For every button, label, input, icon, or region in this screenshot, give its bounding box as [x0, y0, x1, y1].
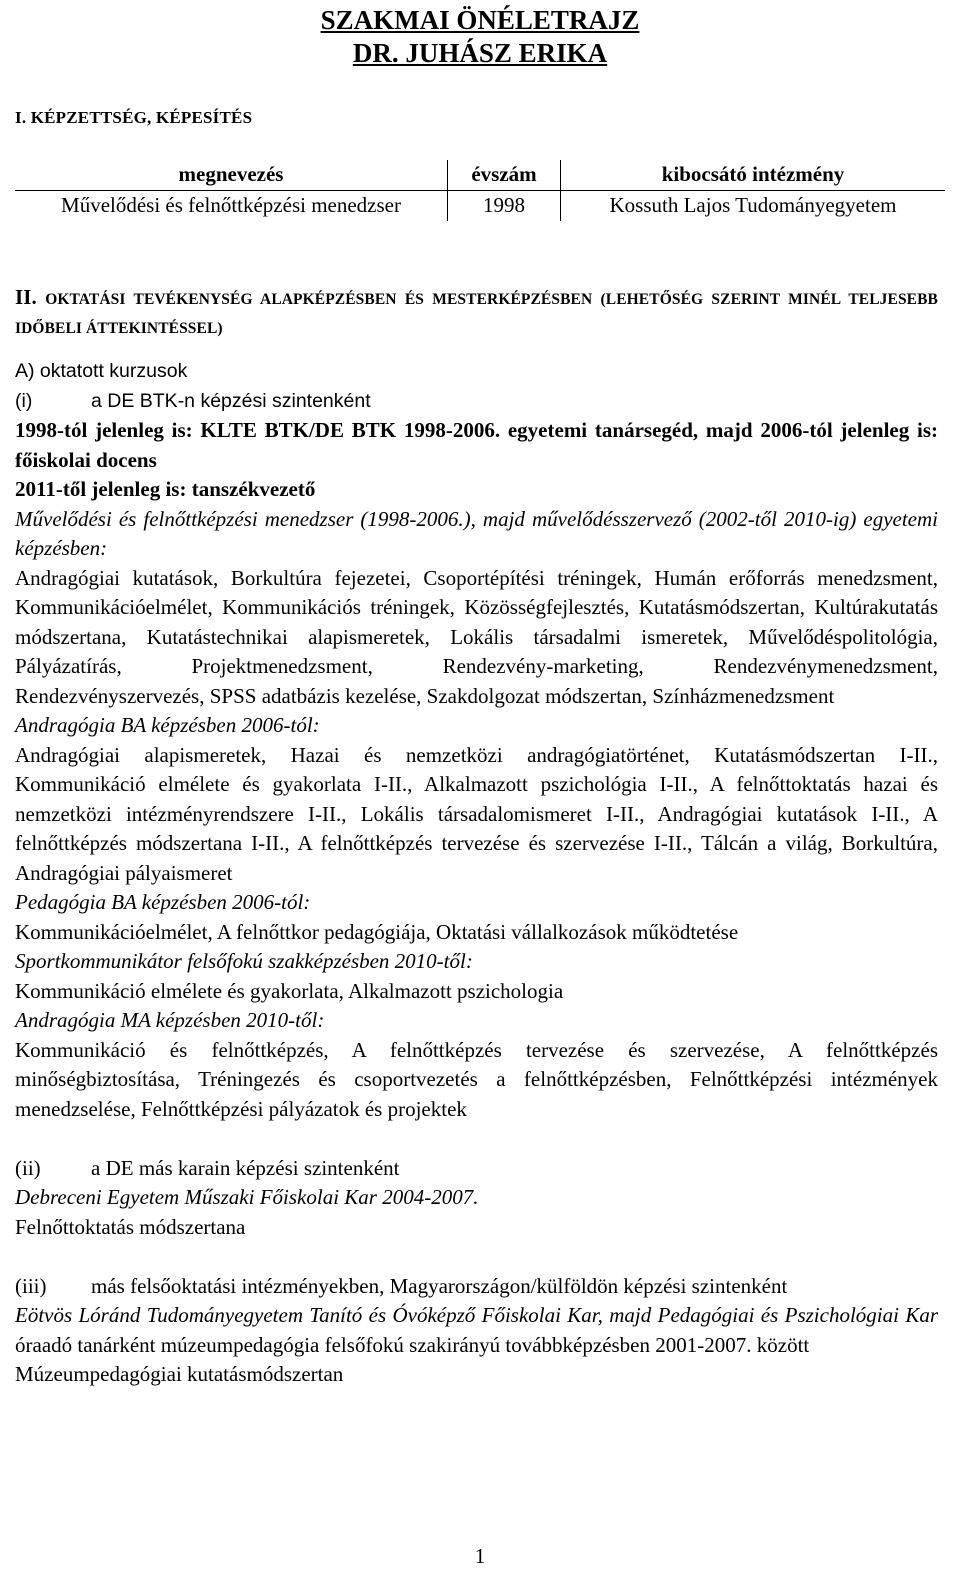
subsection-ii-institution: Debreceni Egyetem Műszaki Főiskolai Kar 2004-2007. [15, 1185, 479, 1209]
section-2 [15, 283, 938, 1390]
subsection-iii-text: más felsőoktatási intézményekben, Magyarországon/külföldön képzési szintenként [91, 1273, 788, 1298]
subsection-iii-institution-detail: óraadó tanárként múzeumpedagógia felsőfokú szakirányú továbbképzésben 2001-2007. között [15, 1332, 810, 1357]
subsection-a-heading: A) oktatott kurzusok [15, 360, 188, 382]
table-row [15, 191, 945, 222]
position-1998: 1998-tól jelenleg is: KLTE BTK/DE BTK 1998-2006. egyetemi tanársegéd, majd 2006-tól jelenleg is: főiskolai docens [15, 418, 938, 472]
subsection-iii-course: Múzeumpedagógiai kutatásmódszertan [15, 1362, 344, 1386]
subsection-iii-institution [15, 1301, 938, 1360]
program-2-courses: Andragógiai alapismeretek, Hazai és nemzetközi andragógiatörténet, Kutatásmódszertan I-II., Kommunikáció elmélete és gyakorlata I-II., Alkalmazott pszichológia I-II., A felnőttoktatás hazai és nemzetközi intézményrendszere I-II., Lokális társadalomismeret I-II., Andragógiai kutatások I-II., A felnőttképzés módszertana I-II., A felnőttképzés tervezése és szervezése I-II., Tálcán a világ, Borkultúra, Andragógiai pályaismeret [15, 742, 938, 885]
program-4-heading: Sportkommunikátor felsőfokú szakképzésben 2010-től: [15, 949, 473, 973]
program-1-courses: Andragógiai kutatások, Borkultúra fejezetei, Csoportépítési tréningek, Humán erőforrás menedzsment, Kommunikációelmélet, Kommunikációs tréningek, Közösségfejlesztés, Kutatásmódszertan, Kultúrakutatás módszertana, Kutatástechnikai alapismeretek, Lokális társadalmi ismeretek, Művelődéspolitológia, Pályázatírás, Projektmenedzsment, Rendezvény-marketing, Rendezvénymenedzsment, Rendezvényszervezés, SPSS adatbázis kezelése, Szakdolgozat módszertan, Színházmenedzsment [15, 565, 938, 708]
program-1-heading: Művelődési és felnőttképzési menedzser (1998-2006.), majd művelődésszervező (2002-től 2010-ig) egyetemi képzésben: [15, 506, 938, 560]
subsection-iii-heading [15, 1272, 938, 1302]
table-header-row [15, 160, 945, 191]
program-3-courses: Kommunikációelmélet, A felnőttkor pedagógiája, Oktatási vállalkozások működtetése [15, 919, 739, 944]
section-2-roman: II. [15, 285, 37, 309]
program-4-courses: Kommunikáció elmélete és gyakorlata, Alkalmazott pszichologia [15, 978, 564, 1003]
table-header-year: évszám [448, 160, 561, 191]
subsection-iii-institution-name: Eötvös Lóránd Tudományegyetem Tanító és Óvóképző Főiskolai Kar, majd Pedagógiai és Pszichológiai Kar [15, 1303, 938, 1327]
table-cell-name: Művelődési és felnőttképzési menedzser [61, 193, 401, 218]
document-title [300, 4, 660, 70]
subsection-ii-label: (ii) [15, 1155, 41, 1180]
position-2011: 2011-től jelenleg is: tanszékvezető [15, 477, 316, 501]
title-line-1: SZAKMAI ÖNÉLETRAJZ [320, 5, 640, 35]
subsection-ii-course: Felnőttoktatás módszertana [15, 1214, 246, 1239]
subsection-ii-text: a DE más karain képzési szintenként [91, 1155, 400, 1180]
subsection-i-label: (i) [15, 389, 33, 412]
program-2-heading: Andragógia BA képzésben 2006-tól: [15, 713, 320, 737]
section-2-heading-text: OKTATÁSI TEVÉKENYSÉG ALAPKÉPZÉSBEN ÉS MESTERKÉPZÉSBEN (LEHETŐSÉG SZERINT MINÉL TELJESEBB IDŐBELI ÁTTEKINTÉSSEL) [15, 291, 938, 337]
subsection-iii-label: (iii) [15, 1273, 47, 1298]
subsection-i-text: a DE BTK-n képzési szintenként [91, 389, 371, 412]
subsection-i-heading [15, 387, 938, 417]
title-line-2: DR. JUHÁSZ ERIKA [352, 38, 608, 68]
program-5-heading: Andragógia MA képzésben 2010-től: [15, 1008, 325, 1032]
page-number: 1 [474, 1544, 486, 1568]
table-header-institution: kibocsátó intézmény [561, 160, 946, 191]
table-cell-year: 1998 [448, 191, 561, 222]
program-3-heading: Pedagógia BA képzésben 2006-tól: [15, 890, 311, 914]
subsection-ii-heading [15, 1154, 938, 1184]
section-1-heading: I. KÉPZETTSÉG, KÉPESÍTÉS [15, 108, 253, 127]
program-5-courses: Kommunikáció és felnőttképzés, A felnőttképzés tervezése és szervezése, A felnőttképzés minőségbiztosítása, Tréningezés és csoportvezetés a felnőttképzésben, Felnőttképzési intézmények menedzselése, Felnőttképzési pályázatok és projektek [15, 1037, 938, 1121]
section-2-heading [15, 283, 938, 343]
table-cell-institution: Kossuth Lajos Tudományegyetem [609, 193, 897, 218]
qualification-table [15, 160, 945, 221]
table-header-name: megnevezés [15, 160, 448, 191]
